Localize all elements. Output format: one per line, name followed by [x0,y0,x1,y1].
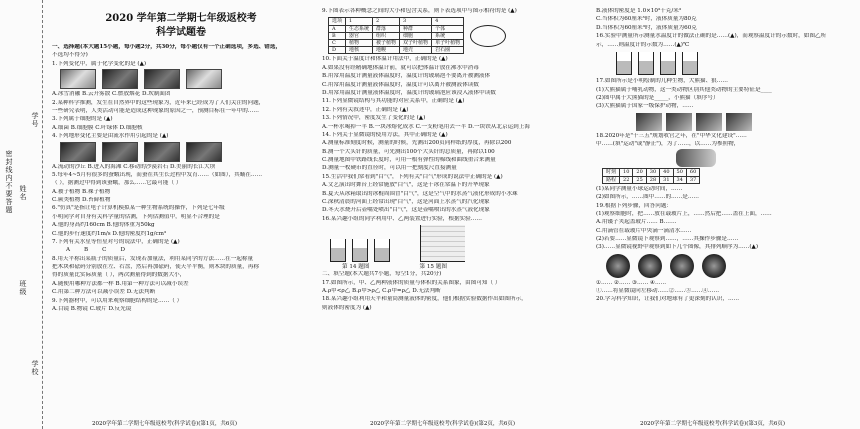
page-2 [322,8,584,413]
question-line: 小明同学对自身有关科学量的估测，下列估测值中，明显不合理的是 [52,213,220,220]
thermometer-b [638,52,654,75]
question-line: ①…… ②…… ③…… ④…… [596,279,667,286]
question-line: 9.下列器材中，可以用来观察细胞结构的是……（ ） [52,297,183,304]
photo-fireworks [144,69,180,89]
question-line: 15.生活中我们常看到"白气"，下列有关"白气"形成的说法中正确的是 (▲) [322,173,503,180]
question-line: A.被子植物 B.裸子植物 [52,188,111,195]
question-line: 不选均不得分) [52,52,88,59]
thermometer-d [682,52,698,75]
question-line: D.当体积为60厘米³时，液体质量为60克 [596,24,697,31]
microscope-view [670,254,694,278]
q14-q15-figures [322,225,584,262]
photo-beach [102,142,138,162]
question-line: 14.下列关于显微镜的使用方法，其中正确的是 (▲) [322,131,448,138]
question-line: 7.下列有关水星等恒星对号的说法中，正确的是 (▲) [52,239,180,246]
q7-options [66,247,310,254]
margin-label-school: 学校 [31,360,39,376]
question-line: A.流动的沙丘 B.进入的海滩 C.移动的沙漠岩石 D.美丽的长江大坝 [52,163,216,170]
question-line: 一些研究表明，人类活动可能是造成这种现象的原因之一，预测目标在一年中的…… [52,107,259,114]
question-line: （ ），据测过中得到该蚕蛾，那么……它最可能（ ） [52,180,182,187]
question-line: (2)若要……显微镜下观察到……，……其操作步骤是…… [596,236,739,243]
question-line: 16.某兴趣小组的同学利用甲、乙两装置进行实验，根据实验…… [322,215,482,222]
question-line: 二、填空题(本大题共7小题，每空1分，共20分) [322,271,442,278]
figure-captions [342,264,584,271]
question-line: (1)大熊猫属于哺乳动物，这一类动物区别其他类动物的主要特征是____ [596,86,772,93]
option-label: B [84,247,89,254]
q9-block [322,16,584,56]
question-line: C.他的步行速度约1m/s D.他的密度约1g/cm³ [52,230,167,237]
animal-picture [696,113,722,131]
question-line: A.ρ甲<ρ乙 B.ρ甲>ρ乙 C.ρ甲=ρ乙 D.无法判断 [322,288,441,295]
question-line: (2)如图所示，……图中……的……是…… [596,194,700,201]
question-line: C.深秋清晨的河面上经常出现"白气"，这是河面上水蒸气的汽化现象 [322,199,490,206]
question-line: C.蕨类植物 D.苔藓植物 [52,197,111,204]
photo-desert-rock [144,142,180,162]
question-line: 一、选择题(本大题15小题，每小题2分，共30分，每小题仅有一个正确选项，多选、错选， [52,44,282,50]
question-line: 8.用天平称出某瓶子的质量后，发现若加量法，利用某同学的方法……在一起称量 [52,255,254,262]
question-line: A.如果没有经精确地体温计前，就可以把体温计放在沸水中消毒 [322,64,479,71]
figure-caption: 第 15 题图 [419,264,447,271]
page-1 [52,8,310,413]
question-line: (3)……显微镜视野中观察到如下几个图像，其排列顺序为……(▲) [596,244,759,251]
photo-dam [186,142,222,162]
photo-dough [186,69,222,89]
question-line: (3)大熊猫属于国家一级保护动物，…… [596,103,694,110]
beaker-b [352,239,368,262]
question-line: 6."仿真"是指让电子计算机模拟某一种生物系统的操作，下列是七年级 [52,205,225,212]
question-line: 18.2020年是"十三五"规划收官之年，在"中华文化建设"…… [596,132,747,139]
question-line: 示，……则温度计的示数为……(▲)℃ [596,41,690,48]
animal-picture [636,113,662,131]
option-label: A [66,247,71,254]
question-line: 2.某种科学推测，发生在自然界中的这些现象为，近年来已经成为了人们关注的问题， [52,99,265,106]
question-line: 4.下列地形变化主要是由流水作用引起的是 (▲) [52,133,169,140]
q1-photos [60,69,310,89]
shoe-picture [676,149,716,167]
question-line: D.冬天水烧开后壶嘴处喷出"白气"，这是壶嘴喷出的水蒸气液化现象 [322,207,490,214]
question-line: 把木块和砝码分别放在左、右盘，然后再加砝码，使天平平衡，则木块的质量，再称 [52,264,259,271]
animal-picture [726,113,752,131]
question-line: 11.下列显微镜结构与其功能的对应关系中，正确的是 (▲) [322,98,465,105]
question-line: (1)某同学测量小球运动时间，…… [596,185,683,192]
question-line: A.随便用哪种方法都一样 B.用第一种方法可以减小误差 [52,280,189,287]
question-line: (2)图中属于大熊猫的是_____，小熊猫（填序号） [596,94,719,101]
photo-clouds [102,69,138,89]
question-line: 17.如图所示，甲、乙两种液体的质量与体积的关系图象，由图可知（ ） [322,279,501,286]
question-line: ①……将显微镜向左移动……②……③……④…… [596,288,720,295]
question-line: D.用常用温度计测量液体温度时，温度计的玻璃泡应该浸入液体中读数 [322,89,496,96]
margin-label-name: 姓名 [19,185,27,201]
beaker-c [374,239,390,262]
question-line: A.他的身高约160cm B.他的体重为50kg [52,222,155,229]
exam-subtitle: 科学试题卷 [156,27,206,38]
photo-dune [60,142,96,162]
question-line: 13.下列情况中，密度发生了变化的是 (▲) [322,115,426,122]
question-line: D.测量一枚硬币的直径时，可以用一把刻度尺直接测量 [322,165,457,172]
beaker-a [330,239,346,262]
margin-label-student-id: 学号 [31,112,39,128]
mass-volume-graph [420,225,465,262]
margin-label-class: 班级 [19,280,27,296]
microscope-view [638,254,662,278]
question-line: 1.下列变化中，属于化学变化的是 (▲) [52,60,147,67]
animal-picture [666,113,692,131]
margin-seal-warning: 密封线内不要答题 [5,150,13,214]
question-line: B.测一个大头针的质量，可先测出100个大头针的总质量，再除以100 [322,148,495,155]
question-line: A.用镊子夹起盖玻片…… B.…… [596,219,677,226]
question-line: A.测量标准刻度时候，测量的时候，先测出200页同样纸的厚度，再除以200 [322,140,512,147]
question-line: C.用常用温度计测量液体温度时，温度计可以离开被测液体读数 [322,81,479,88]
question-line: 19.根据下列步骤，回答问题： [596,202,673,209]
thermometer-c [660,52,676,75]
question-line: 20.学习科学知识，让我们对地球有了更深刻的认识，…… [596,296,740,303]
question-line: (1)观察细胞时，把……放在载玻片上，……然后把……盖在上面，…… [596,210,772,217]
q9-table: 选项 1 2 3 4 A 生态系统 群落 种群 个体 B 器官 组织 细胞 系统 C 植物 被子植物 双子叶植物 单子叶植物 D 地核 地幔 地壳 岩石圈 [328,17,464,54]
microscope-view [702,254,726,278]
question-line: 得的质量比实际质量（ ），两次测量得到的数据大小， [52,272,186,279]
question-line: C.用第二种方法可以减小误差 D.无法判断 [52,289,156,296]
question-line: 5.每年4~5月有很多的蚕蛾出现，而蚕在其生长过程中发育……（如图），其蛹在…… [52,171,263,178]
q4-photos [60,142,310,162]
question-line: 16.实验中测量所示测量水温度计的做法正确的是……(▲)，而观察温度计的示数时，如图乙所 [596,33,827,40]
question-line: A.文艺演出时舞台上经常施放"白气"，这是干冰在常温下的升华现象 [322,182,490,189]
page-1-footer: 2020学年第二学期七年级返校考(科学试卷)(第1页，共6页) [92,421,238,427]
question-line: A.冰雪消融 B.云开雾散 C.燃放烟花 D.坎制面团 [52,91,171,98]
option-label: C [102,247,107,254]
binding-margin [0,0,43,429]
photo-ice [60,69,96,89]
exam-title: 2020 学年第二学期七年级返校考 [105,13,257,24]
question-line: 3.下列属于细胞的是 (▲) [52,116,113,123]
question-line: A.目镜 B.物镜 C.玻片 D.反光镜 [52,305,132,312]
question-line: B.夏天从冰箱取出的冰棍周围冒"白气"，这是空气中的水蒸气液化形成的小水珠 [322,190,518,197]
question-line: B.液体的密度是 1.0×10³千克/米³ [596,8,682,14]
page-3 [596,8,856,413]
question-line: C.测量地图中铁路线长度时，可用一根有弹性的棉线和曲线重合来测量 [322,157,496,164]
page-3-footer: 2020学年第二学期七年级返校考(科学试卷)(第3页，共6页) [640,421,786,427]
question-line: 10.下面关于温度计和体温计用法中，正确的是 (▲) [322,56,448,63]
question-line: 9.下图表示各种概念之间的大小和包含关系，则下表选项中与图示相符的是 (▲) [322,8,517,14]
question-line: C.当体积为60厘米³时，液体质量为80克 [596,16,697,23]
animal-pictures [636,113,856,131]
question-line: A.一杯水喝掉一半 B.一块冰熔化成水 C.一支粉笔用去一半 D.一块铁从北京运到上海 [322,123,530,130]
microscope-views [606,254,856,278]
question-line: 17.如图所示是小明绘制的几种生物，大熊猫、狼…… [596,78,728,85]
question-line: B.用常用温度计测量液体温度时，温度计的玻璃泡不要离开被测液体 [322,73,491,80]
question-line: C.用滴管在载玻片中央滴一滴清水…… [596,227,692,234]
nested-circles-diagram [470,25,506,47]
question-line: 18.某兴趣小组利用天平和量筒测量液体的密度，他们根据实验数据作出如图所示， [322,296,527,303]
question-line: A.细菌 B.细胞膜 C.叶绿体 D.细胞核 [52,124,143,131]
question-line: 中……(填"运动"或"静止")，为了……，以……为参照物， [596,140,740,147]
page-2-footer: 2020学年第二学期七年级返校考(科学试卷)(第2页，共6页) [370,421,516,427]
question-line: 则液体的密度为 (▲) [322,304,372,311]
option-label: D [120,247,125,254]
motion-table: 时刻 10 20 30 40 50 60 路程 22 25 28 31 34 37 [602,168,700,183]
figure-caption: 第 14 题图 [342,264,370,271]
thermometer-a [616,52,632,75]
microscope-view [606,254,630,278]
question-line: 12.下列有关叙述中，正确的是 (▲) [322,106,409,113]
beaker-apparatus [330,239,390,262]
thermometer-figures [616,52,698,75]
